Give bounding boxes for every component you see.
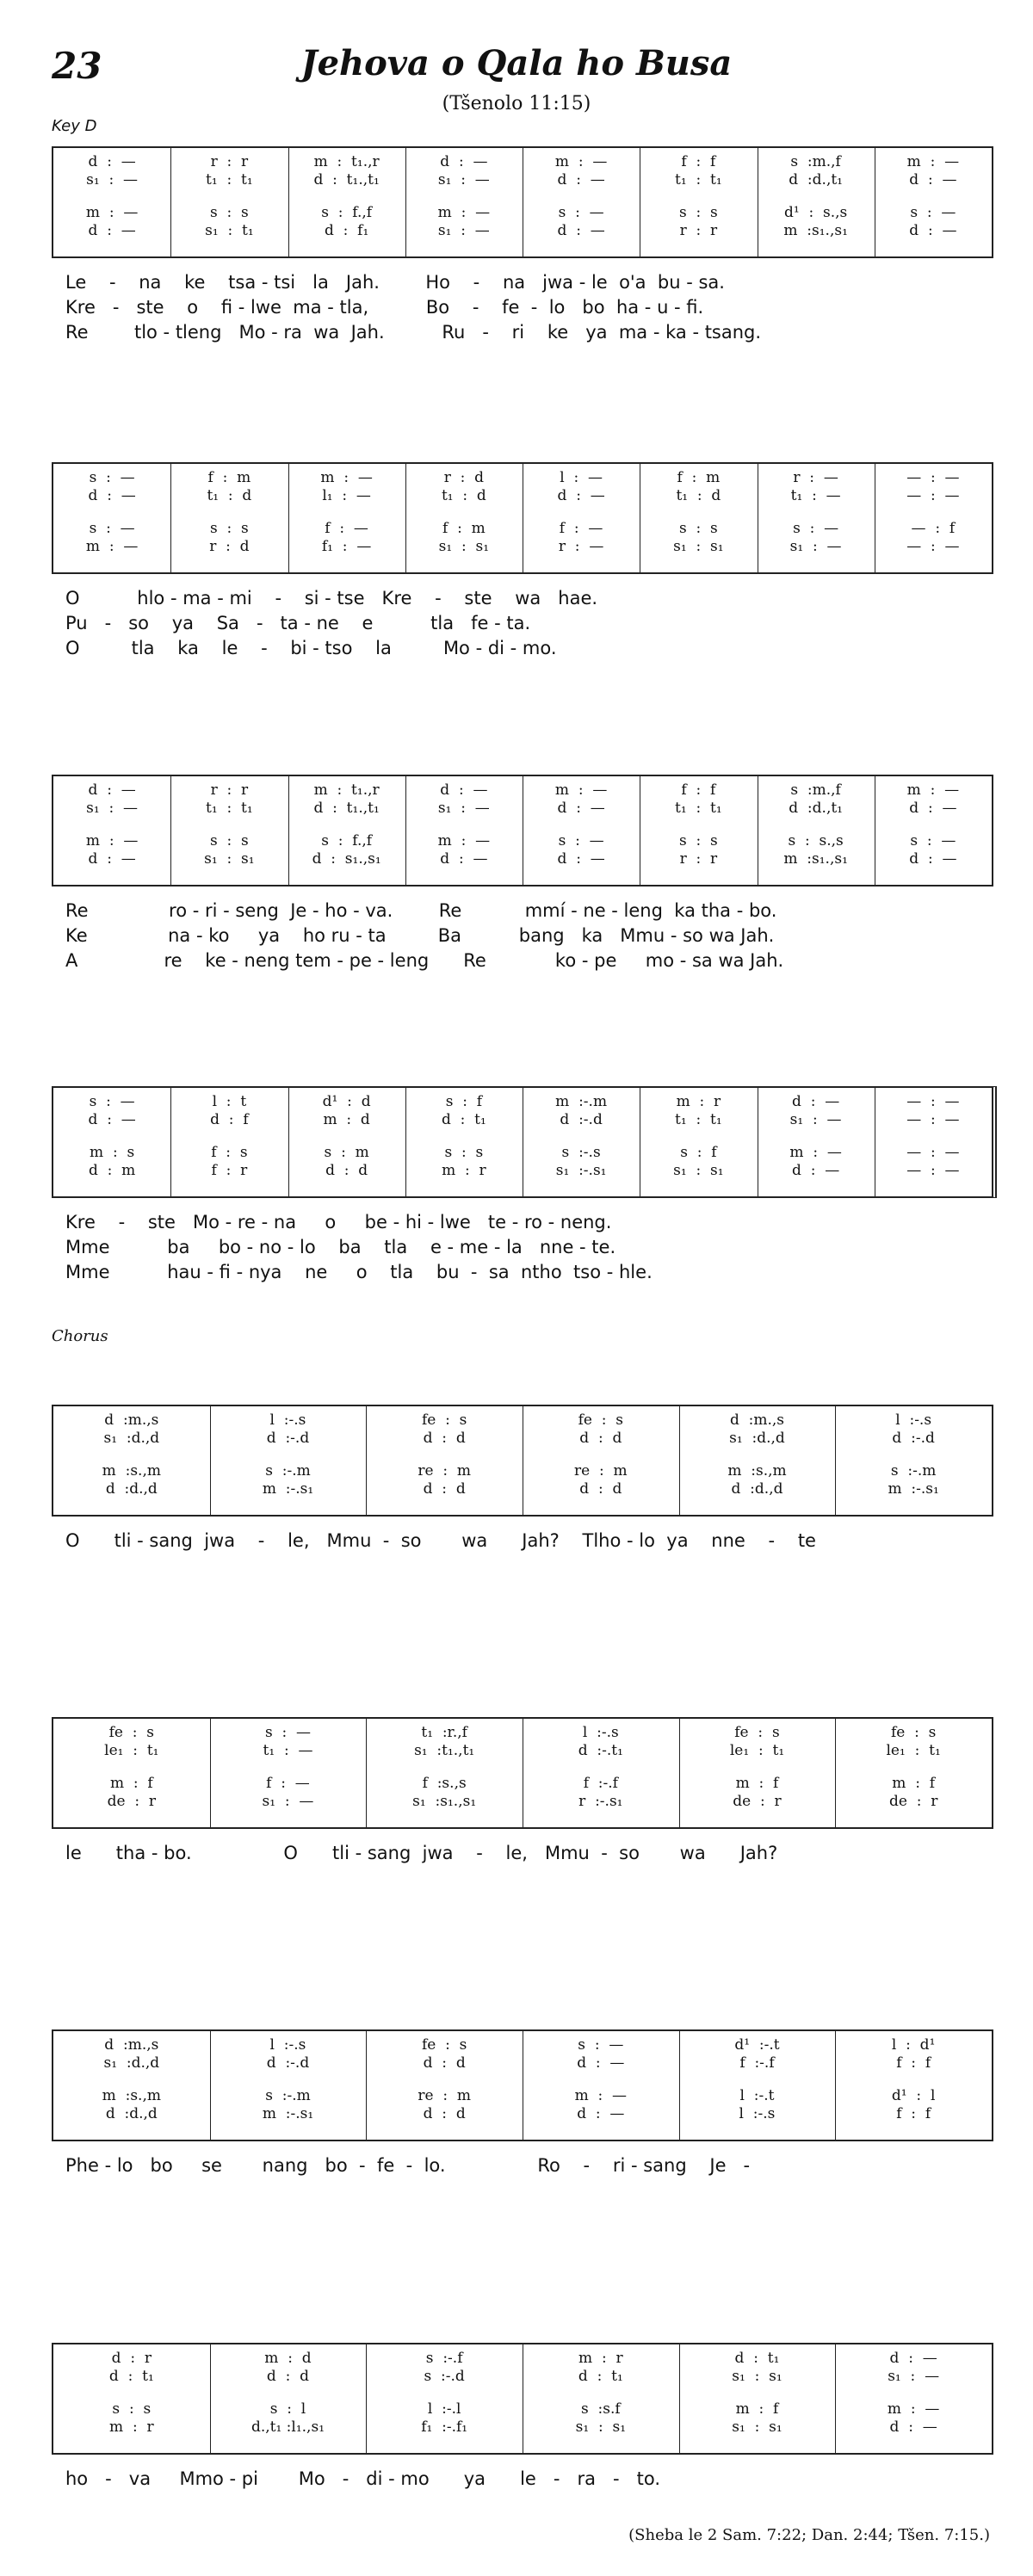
soprano-notes: m : r xyxy=(578,2350,623,2367)
soprano-notes: s :m.,f xyxy=(790,781,841,799)
lyric-line: Mme ba bo - no - lo ba tla e - me - la nne - te. xyxy=(65,1237,616,1257)
tenor-notes: s : — xyxy=(558,832,604,849)
tenor-notes: s : m xyxy=(324,1144,369,1161)
alto-notes: d : t₁.,t₁ xyxy=(313,800,380,817)
bass-notes: d : — xyxy=(557,850,605,868)
lyrics-block xyxy=(52,1210,992,1285)
alto-notes: t₁ : d xyxy=(207,487,252,504)
bass-notes: s₁ : s₁ xyxy=(673,1162,724,1179)
bass-notes: — : — xyxy=(906,538,960,555)
solfa-staff xyxy=(52,1405,993,1517)
tenor-notes: s : — xyxy=(558,204,604,221)
key-signature: Key D xyxy=(52,117,97,135)
alto-notes: d : — xyxy=(909,800,957,817)
alto-notes: s₁ : — xyxy=(888,2368,940,2385)
lyric-line: Pu - so ya Sa - ta - ne e tla fe - ta. xyxy=(65,613,531,633)
bass-notes: s₁ : — xyxy=(789,538,842,555)
tenor-notes: f : — xyxy=(266,1775,310,1792)
bass-notes: r :-.s₁ xyxy=(578,1793,623,1810)
alto-notes: m : d xyxy=(323,1111,370,1128)
tenor-notes: m : — xyxy=(574,2087,628,2104)
soprano-notes: m : — xyxy=(906,153,960,170)
tenor-notes: s : s xyxy=(209,832,249,849)
tenor-notes: s : f.,f xyxy=(321,832,373,849)
lyric-line: le tha - bo. O tli - sang jwa - le, Mmu - so wa Jah? xyxy=(65,1843,778,1863)
tenor-notes: f : — xyxy=(559,520,603,537)
bass-notes: m :-.s₁ xyxy=(262,1480,314,1498)
bass-notes: r : r xyxy=(679,850,718,868)
lyrics-block xyxy=(52,1529,992,1554)
alto-notes: t₁ : — xyxy=(263,1742,313,1759)
soprano-notes: d :m.,s xyxy=(104,2036,159,2054)
system-5 xyxy=(52,1405,992,1554)
bass-notes: s₁ : s₁ xyxy=(204,850,255,868)
soprano-notes: fe : s xyxy=(890,1724,937,1741)
soprano-notes: t₁ :r.,f xyxy=(421,1724,467,1741)
soprano-notes: r : r xyxy=(210,153,249,170)
bass-notes: de : r xyxy=(888,1793,938,1810)
alto-notes: t₁ : d xyxy=(441,487,486,504)
soprano-notes: l :-.s xyxy=(269,2036,306,2054)
tenor-notes: d¹ : l xyxy=(891,2087,936,2104)
soprano-notes: l : d¹ xyxy=(891,2036,936,2054)
tenor-notes: s : s xyxy=(112,2400,152,2418)
soprano-notes: d :m.,s xyxy=(104,1412,159,1429)
bass-notes: s₁ : s₁ xyxy=(732,2418,782,2436)
bass-notes: d :d.,d xyxy=(105,1480,158,1498)
solfa-staff xyxy=(52,462,993,574)
alto-notes: t₁ : t₁ xyxy=(206,800,253,817)
alto-notes: t₁ : — xyxy=(790,487,841,504)
bass-notes: s₁ : — xyxy=(437,222,490,239)
lyric-line: O hlo - ma - mi - si - tse Kre - ste wa hae. xyxy=(65,588,598,608)
chorus-label: Chorus xyxy=(52,1327,108,1345)
alto-notes: s₁ : — xyxy=(86,800,139,817)
soprano-notes: s :m.,f xyxy=(790,153,841,170)
alto-notes: d : — xyxy=(557,171,605,188)
bass-notes: s₁ : s₁ xyxy=(438,538,490,555)
alto-notes: le₁ : t₁ xyxy=(104,1742,159,1759)
alto-notes: d : — xyxy=(557,487,605,504)
soprano-notes: fe : s xyxy=(108,1724,155,1741)
lyrics-block xyxy=(52,270,992,345)
bass-notes: m :s₁.,s₁ xyxy=(783,850,848,868)
lyric-line: Mme hau - fi - nya ne o tla bu - sa ntho tso - hle. xyxy=(65,1262,653,1282)
tenor-notes: s : s xyxy=(209,520,249,537)
soprano-notes: d : r xyxy=(111,2350,152,2367)
soprano-notes: d : — xyxy=(440,153,488,170)
alto-notes: s₁ :t₁.,t₁ xyxy=(414,1742,475,1759)
bass-notes: f₁ :-.f₁ xyxy=(421,2418,468,2436)
bass-notes: r : — xyxy=(558,538,604,555)
alto-notes: d : — xyxy=(909,171,957,188)
alto-notes: d :-.d xyxy=(266,1430,310,1447)
tenor-notes: m :s.,m xyxy=(727,1462,787,1480)
alto-notes: f : f xyxy=(896,2054,931,2072)
alto-notes: d : t₁ xyxy=(108,2368,154,2385)
tenor-notes: s : f.,f xyxy=(321,204,373,221)
tenor-notes: m : — xyxy=(789,1144,842,1161)
tenor-notes: d¹ : s.,s xyxy=(783,204,848,221)
system-8 xyxy=(52,2343,992,2492)
tenor-notes: f : — xyxy=(325,520,368,537)
tenor-notes: f :-.f xyxy=(583,1775,618,1792)
alto-notes: d : — xyxy=(577,2054,625,2072)
tenor-notes: m : — xyxy=(85,832,139,849)
alto-notes: le₁ : t₁ xyxy=(729,1742,785,1759)
bass-notes: d : — xyxy=(889,2418,937,2436)
bass-notes: d : s₁.,s₁ xyxy=(312,850,381,868)
bass-notes: m : r xyxy=(442,1162,486,1179)
tenor-notes: s : — xyxy=(793,520,839,537)
bass-notes: s₁ :s₁.,s₁ xyxy=(412,1793,477,1810)
alto-notes: d : d xyxy=(423,2054,466,2072)
bass-notes: de : r xyxy=(733,1793,782,1810)
alto-notes: d : d xyxy=(423,1430,466,1447)
bass-notes: d : d xyxy=(423,2105,466,2122)
tenor-notes: s : — xyxy=(910,204,956,221)
alto-notes: d : t₁.,t₁ xyxy=(313,171,380,188)
lyric-line: ho - va Mmo - pi Mo - di - mo ya le - ra - to. xyxy=(65,2468,661,2489)
tenor-notes: s :-.m xyxy=(890,1462,937,1480)
soprano-notes: d¹ :-.t xyxy=(734,2036,780,2054)
tenor-notes: s : s xyxy=(209,204,249,221)
soprano-notes: d : — xyxy=(440,781,488,799)
lyrics-block xyxy=(52,1841,992,1866)
soprano-notes: d : — xyxy=(889,2350,937,2367)
tenor-notes: s :s.f xyxy=(580,2400,621,2418)
bass-notes: d : d xyxy=(325,1162,368,1179)
solfa-staff xyxy=(52,1086,997,1198)
alto-notes: t₁ : t₁ xyxy=(675,171,722,188)
tenor-notes: m : — xyxy=(85,204,139,221)
tenor-notes: s :-.m xyxy=(265,1462,311,1480)
bass-notes: m : — xyxy=(85,538,139,555)
bass-notes: s₁ : — xyxy=(262,1793,314,1810)
alto-notes: t₁ : t₁ xyxy=(206,171,253,188)
system-7 xyxy=(52,2029,992,2178)
system-4 xyxy=(52,1086,992,1285)
tenor-notes: s : s xyxy=(678,832,718,849)
bass-notes: s₁ : t₁ xyxy=(205,222,254,239)
soprano-notes: m : — xyxy=(554,781,608,799)
lyric-line: Re ro - ri - seng Je - ho - va. Re mmí - ne - leng ka tha - bo. xyxy=(65,900,777,921)
alto-notes: — : — xyxy=(906,487,960,504)
lyric-line: Le - na ke tsa - tsi la Jah. Ho - na jwa - le o'a bu - sa. xyxy=(65,272,725,293)
bass-notes: d : — xyxy=(792,1162,840,1179)
alto-notes: d :-.d xyxy=(560,1111,603,1128)
alto-notes: d : — xyxy=(88,487,136,504)
tenor-notes: re : m xyxy=(418,1462,471,1480)
soprano-notes: s : — xyxy=(89,469,135,486)
alto-notes: d :-.t₁ xyxy=(578,1742,623,1759)
tenor-notes: m : s xyxy=(90,1144,135,1161)
scripture-reference: (Tšenolo 11:15) xyxy=(442,93,591,114)
alto-notes: s₁ : — xyxy=(437,800,490,817)
alto-notes: s₁ :d.,d xyxy=(729,1430,785,1447)
solfa-staff xyxy=(52,2343,993,2455)
bass-notes: d : — xyxy=(88,222,136,239)
soprano-notes: m : — xyxy=(320,469,373,486)
alto-notes: t₁ : d xyxy=(676,487,721,504)
tenor-notes: s : — xyxy=(89,520,135,537)
soprano-notes: s :-.f xyxy=(425,2350,463,2367)
tenor-notes: s : l xyxy=(269,2400,306,2418)
soprano-notes: f : f xyxy=(681,153,716,170)
soprano-notes: s : — xyxy=(89,1093,135,1110)
soprano-notes: f : f xyxy=(681,781,716,799)
soprano-notes: m : r xyxy=(676,1093,721,1110)
soprano-notes: fe : s xyxy=(578,1412,624,1429)
alto-notes: s₁ :d.,d xyxy=(103,1430,160,1447)
alto-notes: d : — xyxy=(88,1111,136,1128)
alto-notes: s₁ : — xyxy=(437,171,490,188)
tenor-notes: m : f xyxy=(735,1775,779,1792)
tenor-notes: l :-.l xyxy=(427,2400,461,2418)
soprano-notes: m :-.m xyxy=(555,1093,608,1110)
tenor-notes: m : — xyxy=(437,204,491,221)
soprano-notes: d : — xyxy=(792,1093,840,1110)
alto-notes: t₁ : t₁ xyxy=(675,1111,722,1128)
lyric-line: A re ke - neng tem - pe - leng Re ko - pe mo - sa wa Jah. xyxy=(65,950,784,971)
soprano-notes: r : d xyxy=(443,469,485,486)
solfa-staff xyxy=(52,1717,993,1829)
lyric-line: Ke na - ko ya ho ru - ta Ba bang ka Mmu - so wa Jah. xyxy=(65,925,775,946)
lyric-line: O tli - sang jwa - le, Mmu - so wa Jah? Tlho - lo ya nne - te xyxy=(65,1530,816,1551)
bass-notes: s₁ :-.s₁ xyxy=(555,1162,607,1179)
tenor-notes: re : m xyxy=(418,2087,471,2104)
alto-notes: d : t₁ xyxy=(578,2368,623,2385)
soprano-notes: — : — xyxy=(906,1093,960,1110)
tenor-notes: m :s.,m xyxy=(102,2087,161,2104)
bass-notes: d :d.,d xyxy=(105,2105,158,2122)
alto-notes: d : f xyxy=(210,1111,249,1128)
solfa-staff xyxy=(52,775,993,886)
bass-notes: l :-.s xyxy=(739,2105,776,2122)
lyrics-block xyxy=(52,2153,992,2178)
bass-notes: d : — xyxy=(909,850,957,868)
bass-notes: m :-.s₁ xyxy=(262,2105,314,2122)
soprano-notes: s : f xyxy=(445,1093,483,1110)
soprano-notes: — : — xyxy=(906,469,960,486)
tenor-notes: — : f xyxy=(911,520,956,537)
bass-notes: d : — xyxy=(557,222,605,239)
alto-notes: d :d.,t₁ xyxy=(789,800,843,817)
alto-notes: d :-.d xyxy=(892,1430,935,1447)
alto-notes: d :-.d xyxy=(266,2054,310,2072)
bass-notes: m : r xyxy=(109,2418,154,2436)
tenor-notes: m : f xyxy=(109,1775,153,1792)
soprano-notes: d : — xyxy=(88,153,136,170)
tenor-notes: f :s.,s xyxy=(422,1775,467,1792)
soprano-notes: l : — xyxy=(560,469,603,486)
bass-notes: m :-.s₁ xyxy=(888,1480,939,1498)
alto-notes: d : d xyxy=(266,2368,310,2385)
solfa-staff xyxy=(52,2029,993,2141)
lyric-line: Phe - lo bo se nang bo - fe - lo. Ro - ri - sang Je - xyxy=(65,2155,751,2176)
alto-notes: — : — xyxy=(906,1111,960,1128)
bass-notes: r : r xyxy=(679,222,718,239)
tenor-notes: s : s xyxy=(678,204,718,221)
soprano-notes: r : — xyxy=(793,469,838,486)
soprano-notes: fe : s xyxy=(421,1412,467,1429)
tenor-notes: f : m xyxy=(442,520,486,537)
alto-notes: d : t₁ xyxy=(441,1111,486,1128)
tenor-notes: m : — xyxy=(887,2400,940,2418)
lyrics-block xyxy=(52,586,992,661)
bass-notes: d : m xyxy=(88,1162,136,1179)
alto-notes: le₁ : t₁ xyxy=(886,1742,941,1759)
hymn-title: Jehova o Qala ho Busa xyxy=(300,43,733,83)
soprano-notes: d¹ : d xyxy=(322,1093,371,1110)
bass-notes: f : r xyxy=(211,1162,248,1179)
bass-notes: — : — xyxy=(906,1162,960,1179)
tenor-notes: s : s xyxy=(444,1144,484,1161)
soprano-notes: d : — xyxy=(88,781,136,799)
soprano-notes: l :-.s xyxy=(895,1412,932,1429)
system-3 xyxy=(52,775,992,973)
lyric-line: O tla ka le - bi - tso la Mo - di - mo. xyxy=(65,638,557,658)
lyric-line: Kre - ste o fi - lwe ma - tla, Bo - fe - lo bo ha - u - fi. xyxy=(65,297,704,318)
footer-references: (Sheba le 2 Sam. 7:22; Dan. 2:44; Tšen. 7:15.) xyxy=(628,2526,990,2544)
lyrics-block xyxy=(52,899,992,973)
soprano-notes: fe : s xyxy=(421,2036,467,2054)
bass-notes: d : — xyxy=(88,850,136,868)
bass-notes: s₁ : s₁ xyxy=(575,2418,627,2436)
tenor-notes: re : m xyxy=(574,1462,628,1480)
alto-notes: d : d xyxy=(579,1430,622,1447)
soprano-notes: l :-.s xyxy=(269,1412,306,1429)
soprano-notes: r : r xyxy=(210,781,249,799)
lyric-line: Kre - ste Mo - re - na o be - hi - lwe te - ro - neng. xyxy=(65,1212,612,1232)
tenor-notes: l :-.t xyxy=(739,2087,775,2104)
bass-notes: d : — xyxy=(909,222,957,239)
bass-notes: d : — xyxy=(440,850,488,868)
alto-notes: s₁ :d.,d xyxy=(103,2054,160,2072)
bass-notes: de : r xyxy=(107,1793,157,1810)
soprano-notes: s : — xyxy=(264,1724,312,1741)
bass-notes: s₁ : s₁ xyxy=(673,538,724,555)
alto-notes: s₁ : s₁ xyxy=(732,2368,782,2385)
tenor-notes: f : s xyxy=(211,1144,248,1161)
tenor-notes: m : f xyxy=(892,1775,936,1792)
tenor-notes: s :-.m xyxy=(265,2087,311,2104)
alto-notes: s₁ : — xyxy=(86,171,139,188)
bass-notes: d : — xyxy=(577,2105,625,2122)
tenor-notes: m : f xyxy=(735,2400,779,2418)
soprano-notes: d :m.,s xyxy=(729,1412,785,1429)
bass-notes: d : d xyxy=(423,1480,466,1498)
system-6 xyxy=(52,1717,992,1866)
system-1 xyxy=(52,146,992,345)
bass-notes: m :s₁.,s₁ xyxy=(783,222,848,239)
soprano-notes: l : t xyxy=(212,1093,247,1110)
tenor-notes: s : s.,s xyxy=(788,832,844,849)
bass-notes: d : f₁ xyxy=(324,222,369,239)
soprano-notes: m : — xyxy=(906,781,960,799)
alto-notes: f :-.f xyxy=(739,2054,775,2072)
alto-notes: s₁ : — xyxy=(789,1111,842,1128)
soprano-notes: m : — xyxy=(554,153,608,170)
bass-notes: r : d xyxy=(209,538,250,555)
soprano-notes: d : t₁ xyxy=(734,2350,780,2367)
solfa-staff xyxy=(52,146,993,258)
tenor-notes: s : — xyxy=(910,832,956,849)
alto-notes: l₁ : — xyxy=(322,487,371,504)
soprano-notes: l :-.s xyxy=(582,1724,619,1741)
tenor-notes: m : — xyxy=(437,832,491,849)
hymn-number: 23 xyxy=(52,45,102,87)
bass-notes: d :d.,d xyxy=(731,1480,783,1498)
system-2 xyxy=(52,462,992,661)
soprano-notes: fe : s xyxy=(734,1724,780,1741)
soprano-notes: f : m xyxy=(677,469,721,486)
tenor-notes: m :s.,m xyxy=(102,1462,161,1480)
alto-notes: d : — xyxy=(557,800,605,817)
alto-notes: s :-.d xyxy=(424,2368,465,2385)
bass-notes: f : f xyxy=(896,2105,931,2122)
bass-notes: d : d xyxy=(579,1480,622,1498)
lyric-line: Re tlo - tleng Mo - ra wa Jah. Ru - ri ke ya ma - ka - tsang. xyxy=(65,322,762,343)
tenor-notes: — : — xyxy=(906,1144,960,1161)
soprano-notes: m : t₁.,r xyxy=(313,153,380,170)
soprano-notes: m : t₁.,r xyxy=(313,781,380,799)
tenor-notes: s : s xyxy=(678,520,718,537)
tenor-notes: s :-.s xyxy=(561,1144,601,1161)
alto-notes: d :d.,t₁ xyxy=(789,171,843,188)
soprano-notes: m : d xyxy=(264,2350,312,2367)
bass-notes: f₁ : — xyxy=(321,538,372,555)
lyrics-block xyxy=(52,2467,992,2492)
soprano-notes: f : m xyxy=(207,469,251,486)
soprano-notes: s : — xyxy=(578,2036,624,2054)
tenor-notes: s : f xyxy=(680,1144,717,1161)
alto-notes: t₁ : t₁ xyxy=(675,800,722,817)
bass-notes: d.,t₁ :l₁.,s₁ xyxy=(251,2418,325,2436)
